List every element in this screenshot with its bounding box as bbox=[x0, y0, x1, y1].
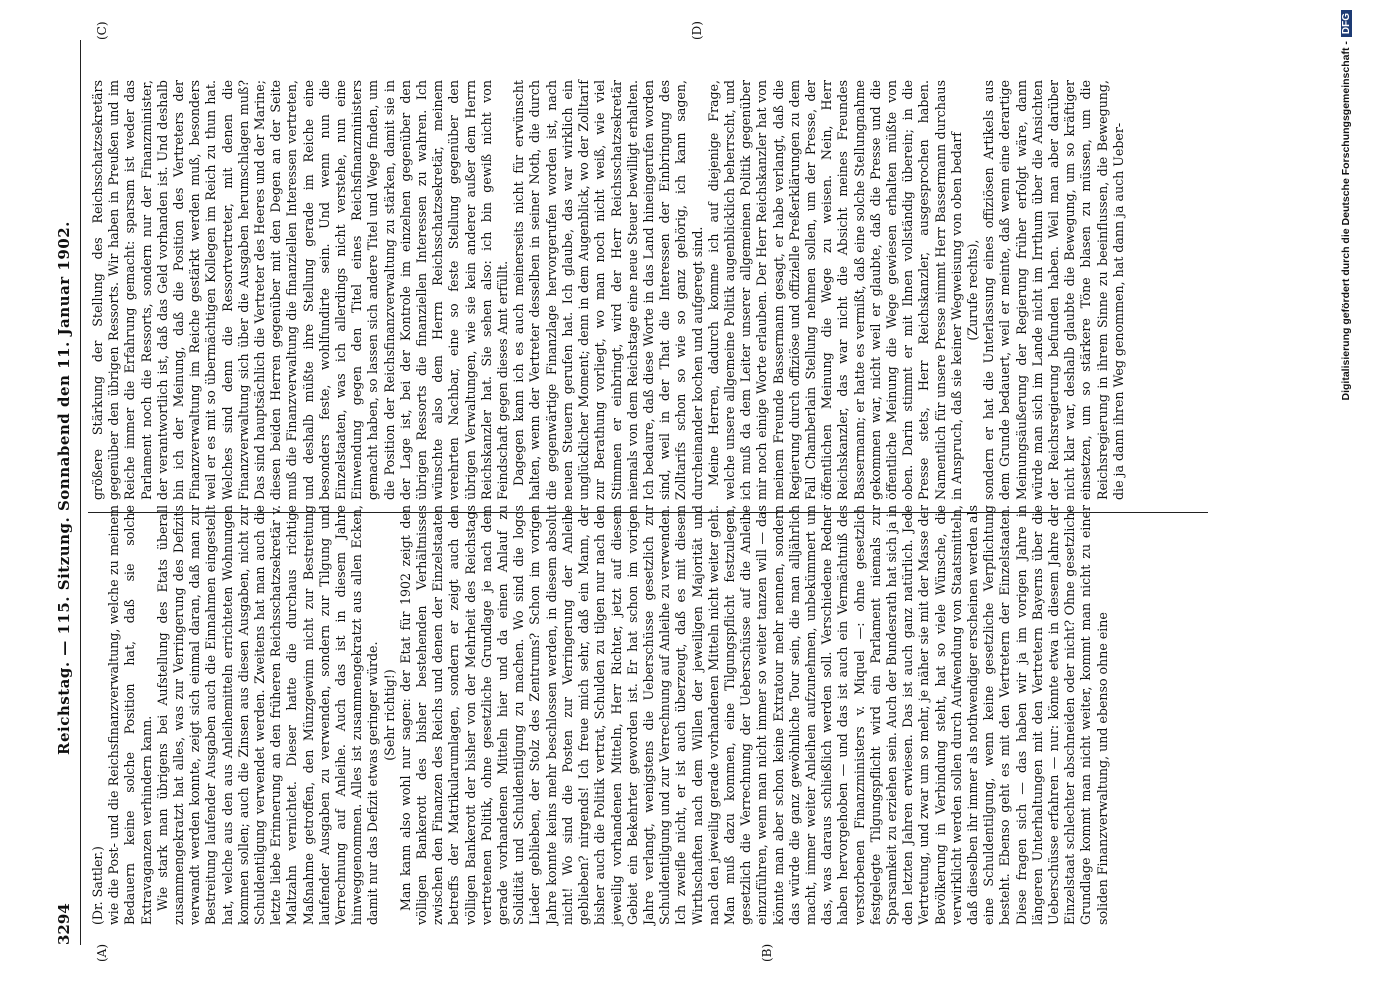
text-column-left bbox=[90, 505, 1111, 925]
margin-marker-d: (D) bbox=[690, 21, 704, 40]
margin-marker-c: (C) bbox=[95, 21, 109, 40]
margin-marker-b: (B) bbox=[760, 943, 774, 962]
interjection: (Sehr richtig!) bbox=[381, 669, 397, 761]
paragraph: wie die Post- und die Reichsfinanzverwaltung, welche zu meinem Bedauern keine solche Position hat, daß sie solche Extravaganzen verhindern kann. bbox=[106, 505, 154, 925]
text-column-right bbox=[90, 80, 1127, 500]
dfg-logo: DFG bbox=[1341, 10, 1352, 37]
margin-marker-a: (A) bbox=[95, 943, 109, 962]
column-divider bbox=[88, 512, 1208, 513]
credit-text: Digitalisierung gefördert durch die Deutsche Forschungsgemeinschaft - bbox=[1340, 41, 1352, 401]
paragraph: Man kann also wohl nur sagen: der Etat für 1902 zeigt den völligen Bankerott des bisher bestehenden Verhältnisses zwischen den Finanzen des Reichs und denen der Einzelstaaten betreffs der Matrikularumlagen, sondern er zeigt auch den völligen Bankerott der bisher von der Mehrheit des Reichstags vertretenen Politik, ohne gesetzliche Grundlage je nach dem gerade vorhandenen Mitteln hier und da einen Anlauf zu Solidität und Schuldentilgung zu machen. Wo sind die logos Lieder geblieben, der Stolz des Zentrums? Schon im vorigen Jahre konnte keins mehr beschlossen werden, in diesem absolut nicht! Wo sind die Posten zur Verringerung der Anleihe geblieben? nirgends! Ich freue mich sehr, daß ein Mann, der bisher auch die Politik vertrat, Schulden zu tilgen nur nach den jeweilig vorhandenen Mitteln, Herr Richter, jetzt auf diesem Gebiet ein Bekehrter geworden ist. Er hat schon im vorigen Jahre verlangt, wenigstens die Ueberschüsse gesetzlich zur Schuldentilgung und zur Verrechnung auf Anleihe zu verwenden. Ich zweifle nicht, er ist auch überzeugt, daß es mit diesem Wirthschaften nach dem Willen der jeweiligen Majorität und nach den jeweilig gerade vorhandenen Mitteln nicht weiter geht. Man muß dazu kommen, eine Tilgungspflicht festzulegen, gesetzlich die Verrechnung der Ueberschüsse auf die Anleihe einzuführen, wenn man nicht immer so weiter tanzen will — das könnte man aber schon keine Extratour mehr nennen, sondern das würde die ganz gewöhnliche Tour sein, die man alljährlich macht, immer weiter Anleihen aufzunehmen, unbekümmert um das, was daraus schließlich werden soll. Verschiedene Redner haben hervorgehoben — und das ist auch ein Vermächtniß des verstorbenen Finanzministers v. Miquel —: ohne gesetzlich festgelegte Tilgungspflicht wird ein Parlament niemals zur Sparsamkeit zu erziehen sein. Auch der Bundesrath hat sich ja in den letzten Jahren erwiesen. Das ist auch ganz natürlich. Jede Vertretung, und zwar um so mehr, je näher sie mit der Masse der Bevölkerung in Verbindung steht, hat so viele Wünsche, die verwirklicht werden sollen durch Aufwendung von Staatsmitteln, daß dieselben ihr immer als nothwendiger erscheinen werden als eine Schuldentilgung, wenn keine gesetzliche Verpflichtung besteht. Ebenso geht es mit den Vertretern der Einzelstaaten. Diese fragen sich — das haben wir ja im vorigen Jahre in längeren Unterhaltungen mit den Vertretern Bayerns über die Ueberschüsse erfahren — nur: könnte etwa in diesem Jahre der Einzelstaat schlechter abschneiden oder nicht? Ohne gesetzliche Grundlage kommt man nicht weiter, kommt man nicht zu einer soliden Finanzverwaltung, und ebenso ohne eine bbox=[397, 505, 1110, 925]
speaker-label: (Dr. Sattler.) bbox=[90, 846, 105, 925]
paragraph: größere Stärkung der Stellung des Reichsschatzsekretärs gegenüber den übrigen Ressorts. Wir haben in Preußen und im Reiche immer die Erfahrung gemacht: sparsam ist weder das Parlament noch die Ressorts, sondern nur der Finanzminister, der verantwortlich ist, daß das Geld vorhanden ist. Und deshalb bin ich der Meinung, daß die Position des Vertreters der Finanzverwaltung im Reiche gestärkt werden muß, besonders weil er es mit so übermächtigen Kollegen im Reich zu thun hat. Welches sind denn die Ressortvertreter, mit denen die Finanzverwaltung sich über die Ausgaben herumschlagen muß? Das sind hauptsächlich die Vertreter des Heeres und der Marine; diesen beiden Herren gegenüber mit den Degen an der Seite muß die Finanzverwaltung die finanziellen Interessen vertreten, und deshalb müßte ihre Stellung gerade im Reiche eine besonders feste, wohlfundirte sein. Und wenn nun die Einzelstaaten, was ich allerdings nicht verstehe, nun eine Einwendung gegen den Titel eines Reichsfinanzministers gemacht haben, so lassen sich andere Titel und Wege finden, um die Position der Reichsfinanzverwaltung zu stärken, damit sie in der Lage ist, bei der Kontrole im einzelnen gegenüber den übrigen Ressorts die finanziellen Interessen zu wahren. Ich wünschte also dem Herrn Reichsschatzsekretär, meinem verehrten Nachbar, eine so feste Stellung gegenüber den übrigen Verwaltungen, wie sie kein anderer außer dem Herrn Reichskanzler hat. Sie sehen also: ich bin gewiß nicht von Feindschaft gegen dieses Amt erfüllt. bbox=[90, 80, 511, 500]
page-number: 3294 bbox=[55, 903, 73, 945]
paragraph: Wie stark man übrigens bei Aufstellung des Etats überall zusammengekratzt hat alles, was zur Verringerung des Defizits verwandt werden konnte, zeigt sich einmal daran, daß man zur Bestreitung laufender Ausgaben auch die Einnahmen eingestellt hat, welche aus den aus Anleihemitteln errichteten Wohnungen kommen sollen; auch die Zinsen aus diesen Ausgaben, nicht zur Schuldentilgung verwendet werden. Zweitens hat man auch die letzte liebe Erinnerung an den früheren Reichsschatzsekretär v. Maltzahn vernichtet. Dieser hatte die durchaus richtige Maßnahme getroffen, den Münzgewinn nicht zur Bestreitung laufender Ausgaben zu verwenden, sondern zur Tilgung und Verrechnung auf Anleihe. Auch das ist in diesem Jahre hinweggenommen. Alles ist zusammengekratzt aus allen Ecken, damit nur das Defizit etwas geringer würde. bbox=[154, 505, 381, 925]
paragraph: Meine Herren, dadurch komme ich auf diejenige Frage, welche unsere allgemeine Politik augenblicklich beherrscht, und ich muß da dem Leiter unserer allgemeinen Politik gegenüber mir noch einige Worte erlauben. Der Herr Reichskanzler hat von meinem Freunde Bassermann gesagt, er habe verlangt, daß die Regierung durch offiziöse und offizielle Preßerklärungen zu dem Fall Chamberlain Stellung nehmen sollen, um der Presse, der öffentlichen Meinung die Wege zu weisen. Nein, Herr Reichskanzler, das war nicht die Absicht meines Freundes Bassermann; er hatte es vermißt, daß eine solche Stellungnahme gekommen war, nicht weil er glaubte, daß die Presse und die öffentliche Meinung die Wege gewiesen erhalten müßte von oben. Darin stimmt er mit Ihnen vollständig überein; in die Presse stets, Herr Reichskanzler, ausgesprochen haben. Namentlich für unsere Presse nimmt Herr Bassermann durchaus in Anspruch, daß sie keiner Wegweisung von oben bedarf bbox=[705, 80, 964, 500]
interjection: (Zurufe rechts), bbox=[964, 239, 980, 341]
page-header bbox=[55, 40, 79, 945]
digitization-credit bbox=[1340, 10, 1352, 990]
paragraph: sondern er hat die Unterlassung eines offiziösen Artikels aus dem Grunde bedauert, weil er meinte, daß wenn eine derartige Meinungsäußerung der Regierung früher erfolgt wäre, dann würde man sich im Lande nicht im Irrthum über die Ansichten der Reichsregierung befunden haben. Weil man aber darüber nicht klar war, deshalb glaubte die Bewegung, um so kräftiger einsetzen, um so stärkere Töne blasen zu müssen, um die Reichsregierung in ihrem Sinne zu beeinflussen, die Bewegung, die ja dann ihren Weg genommen, hat dann ja auch Ueber- bbox=[981, 80, 1126, 500]
header-rule bbox=[80, 40, 81, 945]
page-title: Reichstag. — 115. Sitzung. Sonnabend den 11. Januar 1902. bbox=[55, 221, 73, 755]
paragraph: Dagegen kann ich es auch meinerseits nicht für erwünscht halten, wenn der Vertreter desselben in seiner Noth, die durch die gegenwärtige Finanzlage hervorgerufen worden ist, nach neuen Steuern gerufen hat. Ich glaube, das war wirklich ein unglücklicher Moment; denn in dem Augenblick, wo der Zolltarif zur Berathung vorliegt, wo man noch nicht weiß, wie viel Stimmen er einbringt, wird der Herr Reichsschatzsekretär niemals von dem Reichstage eine neue Steuer bewilligt erhalten. Ich bedaure, daß diese Worte in das Land hineingerufen worden sind, weil in der That die Interessen der Einbringung des Zolltarifs schon so wie so ganz gehörig, ich kann sagen, durcheinander kochen und aufgeregt sind. bbox=[511, 80, 705, 500]
